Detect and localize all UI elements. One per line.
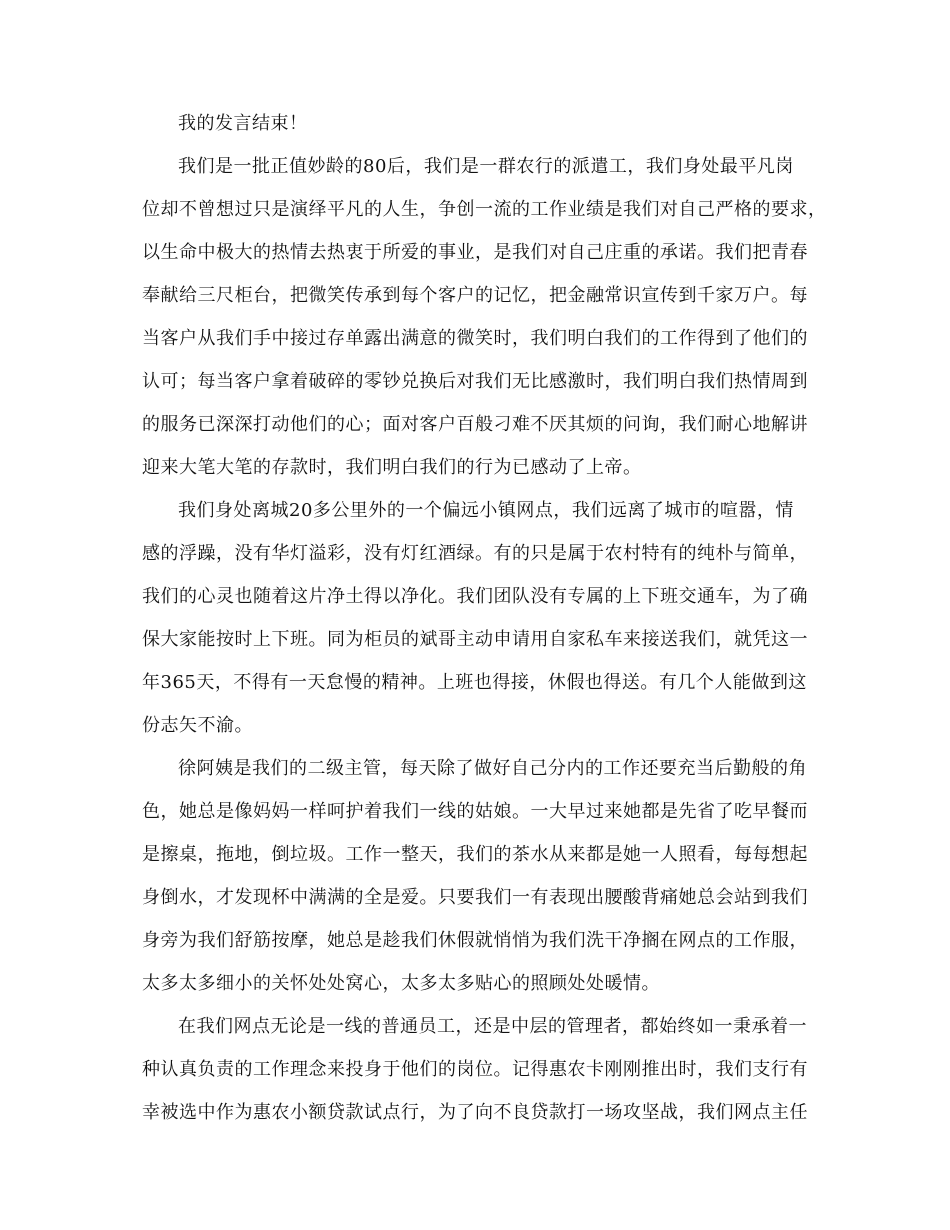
paragraph-line: 太多太多细小的关怀处处窝心，太多太多贴心的照顾处处暖情。 <box>142 973 660 994</box>
paragraph-line: 幸被选中作为惠农小额贷款试点行，为了向不良贷款打一场攻坚战，我们网点主任 <box>142 1102 808 1123</box>
paragraph-line: 保大家能按时上下班。同为柜员的斌哥主动申请用自家私车来接送我们，就凭这一 <box>142 629 808 650</box>
paragraph-line: 我们身处离城20多公里外的一个偏远小镇网点，我们远离了城市的喧嚣，情 <box>178 500 794 521</box>
paragraph-line: 我们的心灵也随着这片净土得以净化。我们团队没有专属的上下班交通车，为了确 <box>142 586 808 607</box>
paragraph-line: 身旁为我们舒筋按摩，她总是趁我们休假就悄悄为我们洗干净搁在网点的工作服， <box>142 930 808 951</box>
paragraph-line: 位却不曾想过只是演绎平凡的人生，争创一流的工作业绩是我们对自己严格的要求， <box>142 199 827 220</box>
paragraph-line: 迎来大笔大笔的存款时，我们明白我们的行为已感动了上帝。 <box>142 457 642 478</box>
paragraph-line: 份志矢不渝。 <box>142 715 253 736</box>
paragraph-line: 感的浮躁，没有华灯溢彩，没有灯红酒绿。有的只是属于农村特有的纯朴与简单， <box>142 543 808 564</box>
paragraph-line: 色，她总是像妈妈一样呵护着我们一线的姑娘。一大早过来她都是先省了吃早餐而 <box>142 801 808 822</box>
paragraph-line: 身倒水，才发现杯中满满的全是爱。只要我们一有表现出腰酸背痛她总会站到我们 <box>142 887 808 908</box>
paragraph-line: 的服务已深深打动他们的心；面对客户百般刁难不厌其烦的问询，我们耐心地解讲 <box>142 414 808 435</box>
paragraph-line: 徐阿姨是我们的二级主管，每天除了做好自己分内的工作还要充当后勤般的角 <box>178 758 807 779</box>
paragraph-line: 是擦桌，拖地，倒垃圾。工作一整天，我们的茶水从来都是她一人照看，每每想起 <box>142 844 808 865</box>
paragraph-line: 我们是一批正值妙龄的80后，我们是一群农行的派遣工，我们身处最平凡岗 <box>178 156 794 177</box>
paragraph-line: 认可；每当客户拿着破碎的零钞兑换后对我们无比感激时，我们明白我们热情周到 <box>142 371 808 392</box>
paragraph-line: 我的发言结束！ <box>178 113 308 134</box>
paragraph-line: 以生命中极大的热情去热衷于所爱的事业，是我们对自己庄重的承诺。我们把青春 <box>142 242 808 263</box>
paragraph-line: 奉献给三尺柜台，把微笑传承到每个客户的记忆，把金融常识宣传到千家万户。每 <box>142 285 808 306</box>
paragraph-line: 在我们网点无论是一线的普通员工，还是中层的管理者，都始终如一秉承着一 <box>178 1016 807 1037</box>
paragraph-line: 种认真负责的工作理念来投身于他们的岗位。记得惠农卡刚刚推出时，我们支行有 <box>142 1059 808 1080</box>
paragraph-line: 当客户从我们手中接过存单露出满意的微笑时，我们明白我们的工作得到了他们的 <box>142 328 808 349</box>
paragraph-line: 年365天，不得有一天怠慢的精神。上班也得接，休假也得送。有几个人能做到这 <box>142 672 807 693</box>
